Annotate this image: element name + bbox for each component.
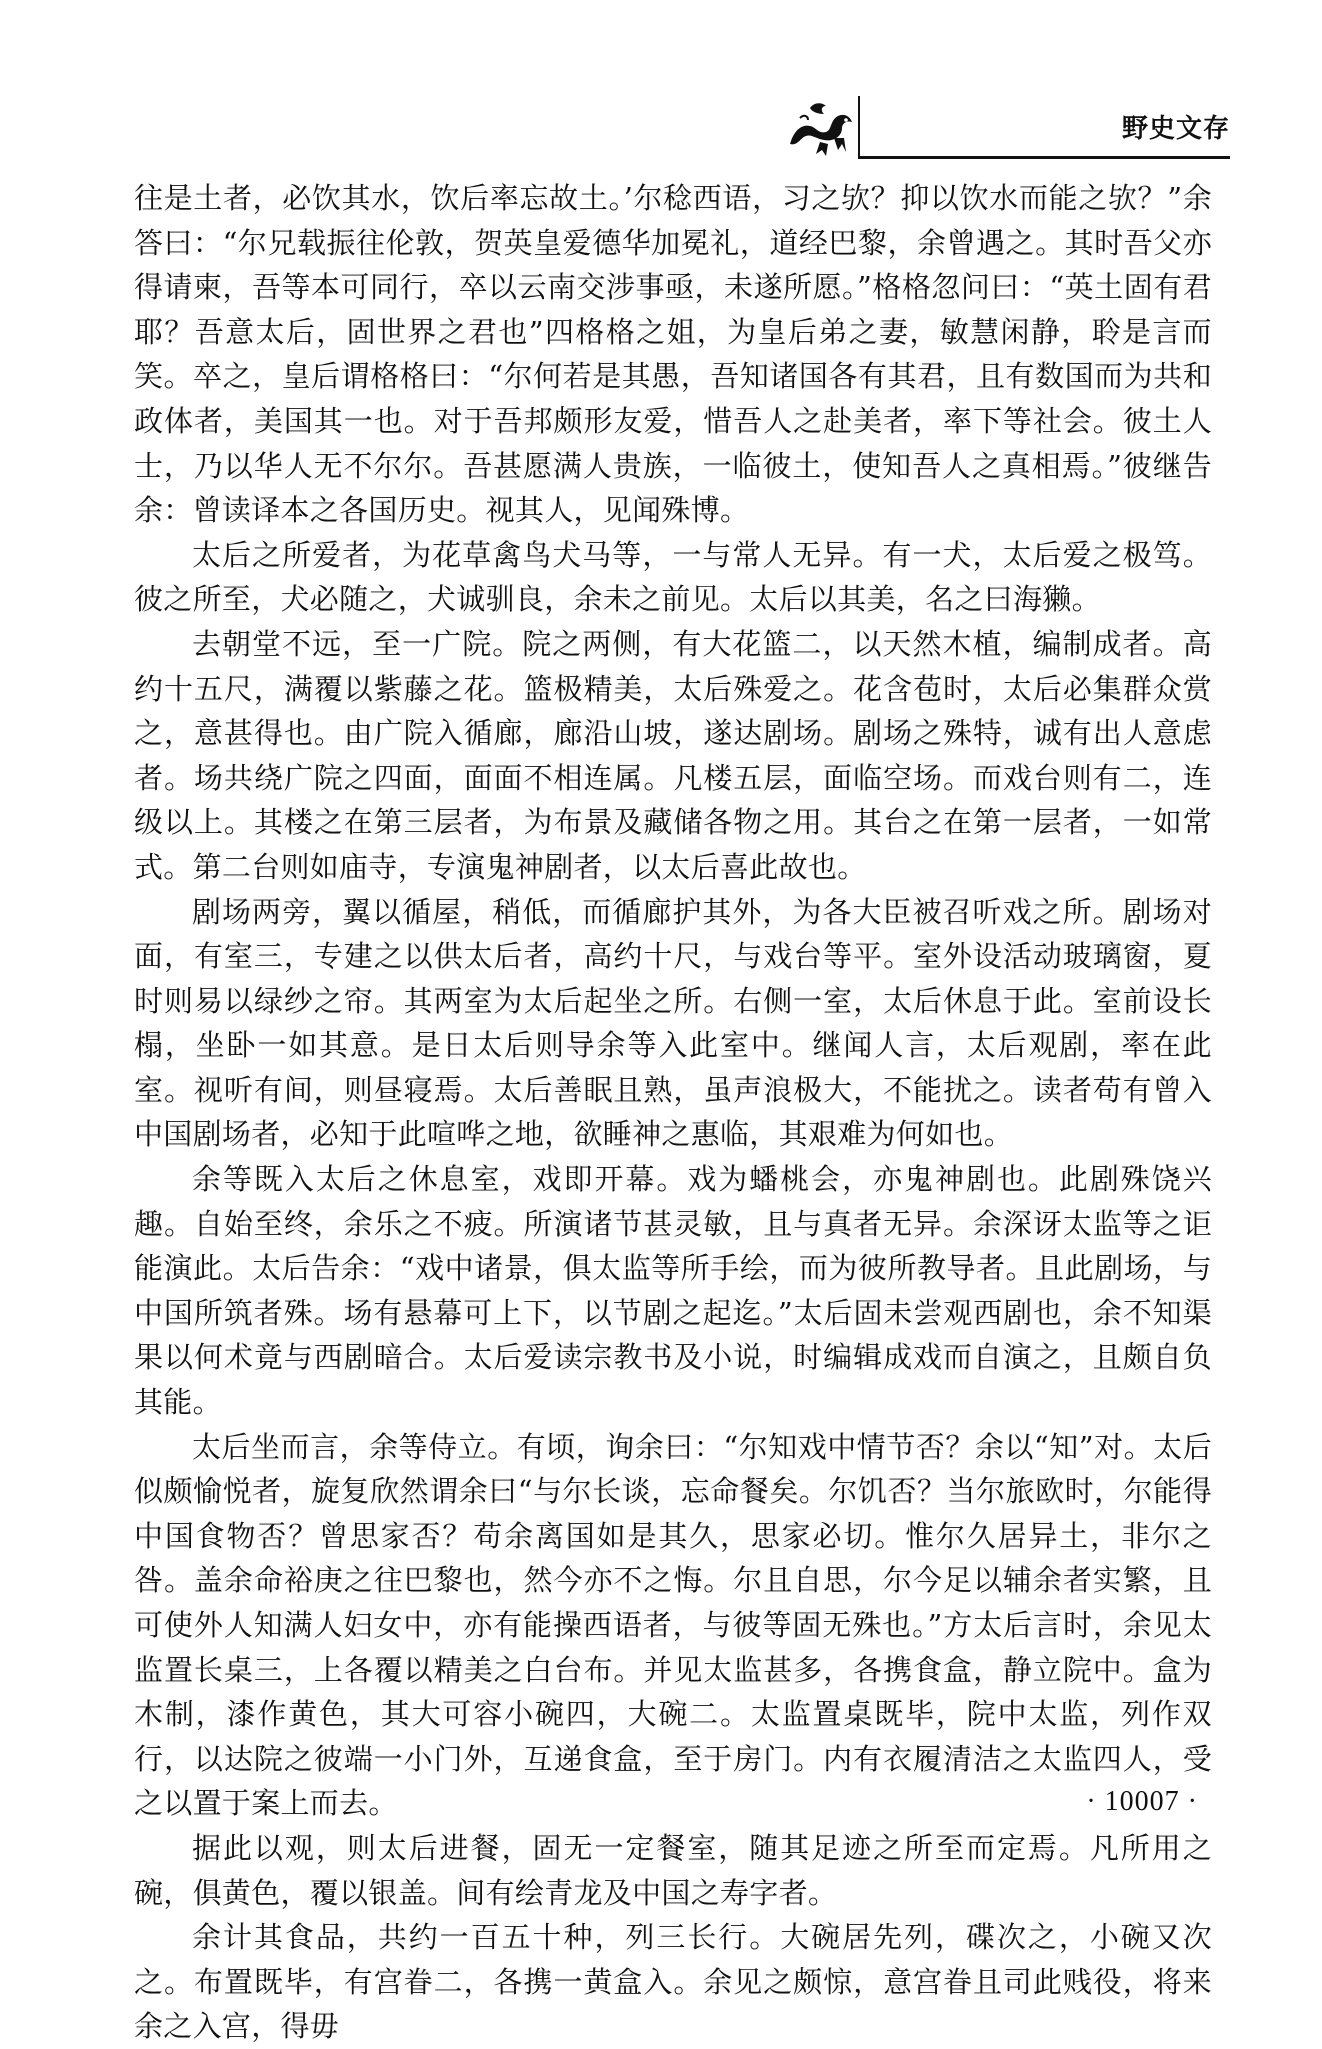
running-header-title: 野史文存	[1121, 114, 1230, 144]
header-divider-vertical	[858, 96, 860, 158]
header-rule	[858, 156, 1230, 159]
paragraph-8: 余计其食品，共约一百五十种，列三长行。大碗居先列，碟次之，小碗又次之。布置既毕，有宫眷二，各携一黄盒入。余见之颇惊，意宫眷且司此贱役，将来余之入宫，得毋	[134, 1920, 1212, 2044]
paragraph-2: 太后之所爱者，为花草禽鸟犬马等，一与常人无异。有一犬，太后爱之极笃。彼之所至，犬必随之，犬诚驯良，余未之前见。太后以其美，名之曰海獭。	[134, 537, 1212, 617]
paragraph-4: 剧场两旁，翼以循屋，稍低，而循廊护其外，为各大臣被召听戏之所。剧场对面，有室三，专建之以供太后者，高约十尺，与戏台等平。室外设活动玻璃窗，夏时则易以绿纱之帘。其两室为太后起坐之所。右侧一室，太后休息于此。室前设长榻，坐卧一如其意。是日太后则导余等入此室中。继闻人言，太后观剧，率在此室。视听有间，则昼寝焉。太后善眠且熟，虽声浪极大，不能扰之。读者苟有曾入中国剧场者，必知于此喧哗之地，欲睡神之惠临，其艰难为何如也。	[134, 894, 1212, 1152]
page-header	[780, 92, 1230, 164]
dragon-emblem-icon	[780, 94, 858, 158]
paragraph-7: 据此以观，则太后进餐，固无一定餐室，随其足迹之所至而定焉。凡所用之碗，俱黄色，覆以银盖。间有绘青龙及中国之寿字者。	[134, 1830, 1212, 1910]
paragraph-3: 去朝堂不远，至一广院。院之两侧，有大花篮二，以天然木植，编制成者。高约十五尺，满覆以紫藤之花。篮极精美，太后殊爱之。花含苞时，太后必集群众赏之，意甚得也。由广院入循廊，廊沿山坡，遂达剧场。剧场之殊特，诚有出人意虑者。场共绕广院之四面，面面不相连属。凡楼五层，面临空场。而戏台则有二，连级以上。其楼之在第三层者，为布景及藏储各物之用。其台之在第一层者，一如常式。第二台则如庙寺，专演鬼神剧者，以太后喜此故也。	[134, 626, 1212, 884]
paragraph-6: 太后坐而言，余等侍立。有顷，询余曰：“尔知戏中情节否？余以“知”对。太后似颇愉悦者，旋复欣然谓余曰“与尔长谈，忘命餐矣。尔饥否？当尔旅欧时，尔能得中国食物否？曾思家否？苟余离国如是其久，思家必切。惟尔久居异土，非尔之咎。盖余命裕庚之往巴黎也，然今亦不之悔。尔且自思，尔今足以辅余者实繁，且可使外人知满人妇女中，亦有能操西语者，与彼等固无殊也。”方太后言时，余见太监置长桌三，上各覆以精美之白台布。并见太监甚多，各携食盒，静立院中。盒为木制，漆作黄色，其大可容小碗四，大碗二。太监置桌既毕，院中太监，列作双行，以达院之彼端一小门外，互递食盒，至于房门。内有衣履清洁之太监四人，受之以置于案上而去。	[134, 1429, 1212, 1821]
paragraph-1: 往是土者，必饮其水，饮后率忘故土。’尔稔西语，习之欤？抑以饮水而能之欤？”余答曰：“尔兄载振往伦敦，贺英皇爱德华加冕礼，道经巴黎，余曾遇之。其时吾父亦得请柬，吾等本可同行，卒以云南交涉事亟，未遂所愿。”格格忽问曰：“英土固有君耶？吾意太后，固世界之君也”四格格之姐，为皇后弟之妻，敏慧闲静，聆是言而笑。卒之，皇后谓格格曰：“尔何若是其愚，吾知诸国各有其君，且有数国而为共和政体者，美国其一也。对于吾邦颇形友爱，惜吾人之赴美者，率下等社会。彼土人士，乃以华人无不尔尔。吾甚愿满人贵族，一临彼土，使知吾人之真相焉。”彼继告余：曾读译本之各国历史。视其人，见闻殊博。	[134, 181, 1212, 528]
page-number: · 10007 ·	[1086, 1786, 1198, 1817]
body-text	[134, 176, 1212, 2049]
paragraph-5: 余等既入太后之休息室，戏即开幕。戏为蟠桃会，亦鬼神剧也。此剧殊饶兴趣。自始至终，余乐之不疲。所演诸节甚灵敏，且与真者无异。余深讶太监等之讵能演此。太后告余：“戏中诸景，俱太监等所手绘，而为彼所教导者。且此剧场，与中国所筑者殊。场有悬幕可上下，以节剧之起迄。”太后固未尝观西剧也，余不知渠果以何术竟与西剧暗合。太后爱读宗教书及小说，时编辑成戏而自演之，且颇自负其能。	[134, 1162, 1212, 1420]
